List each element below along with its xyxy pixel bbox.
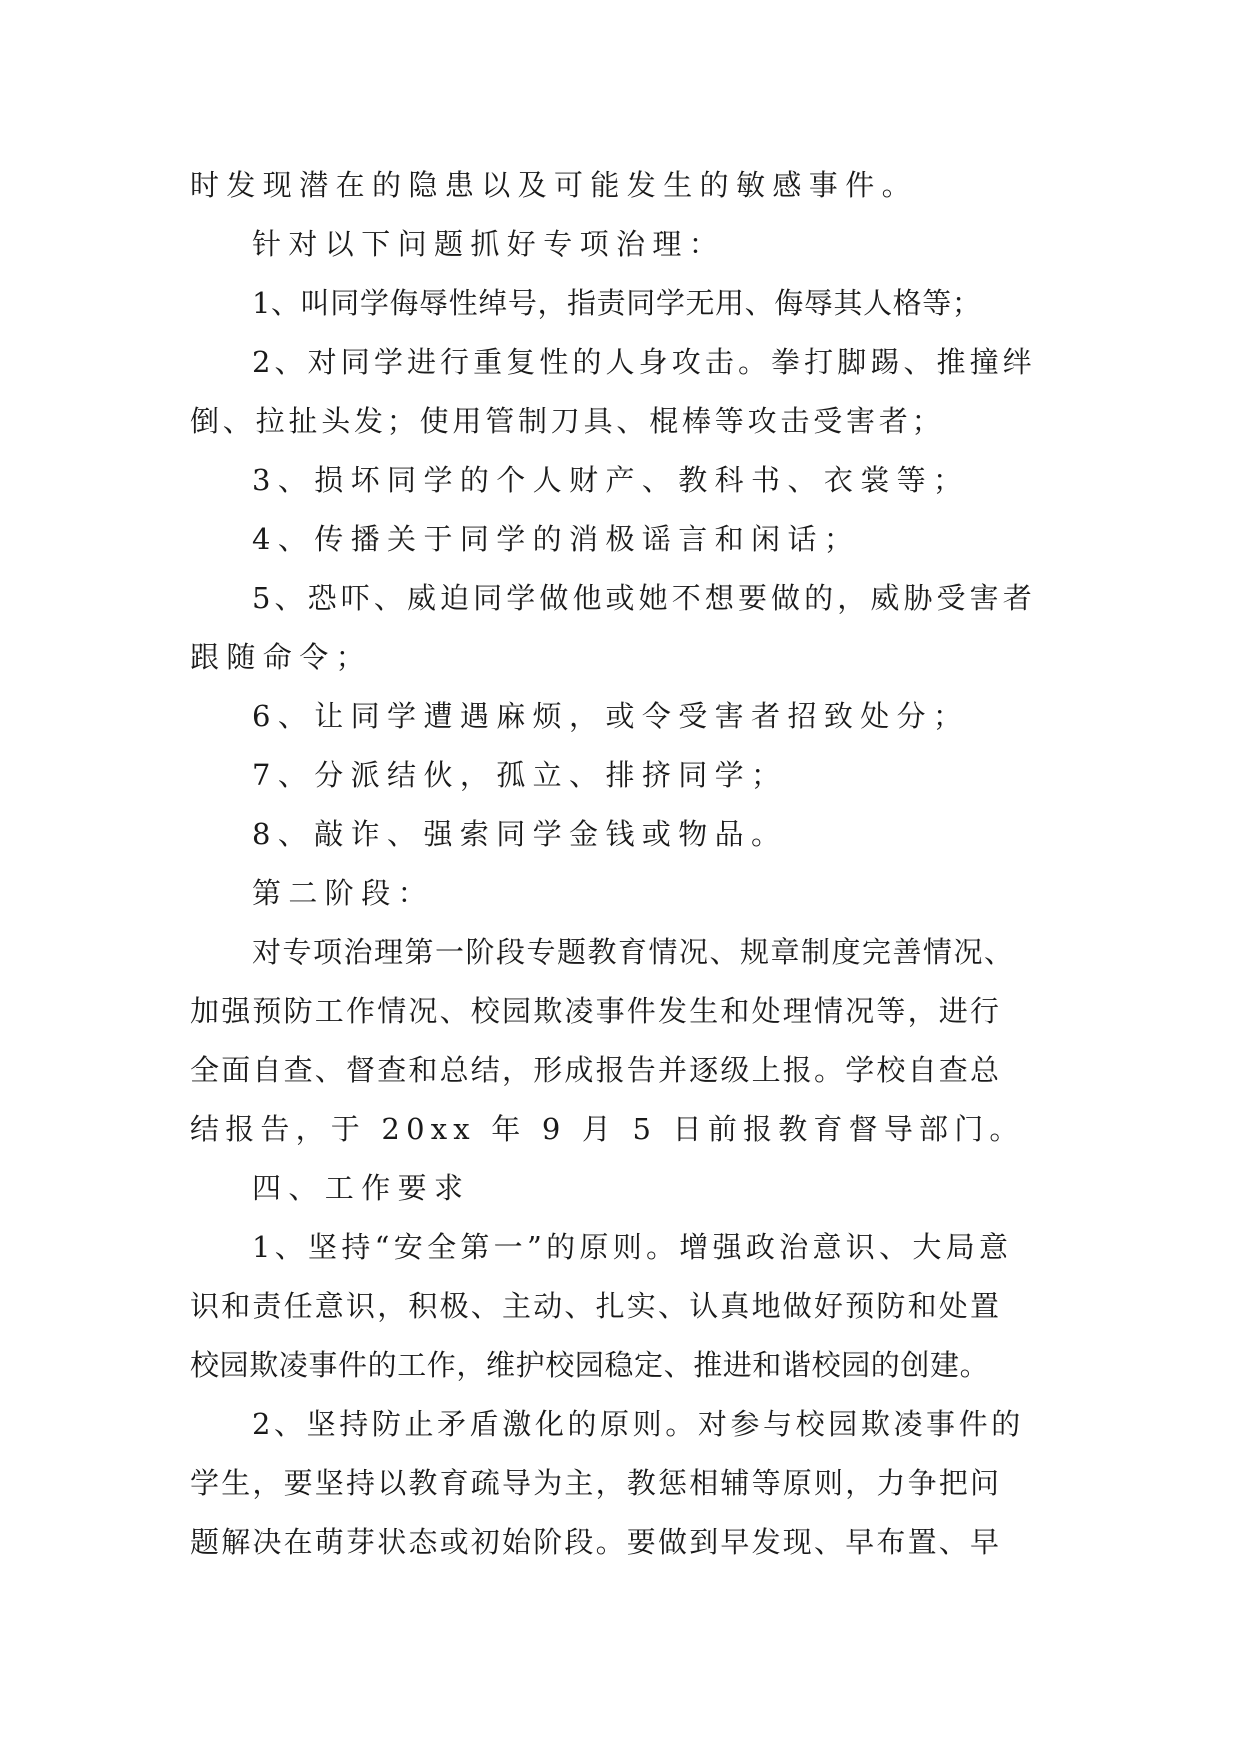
text-line: 全面自查、督查和总结，形成报告并逐级上报。学校自查总	[190, 1053, 1002, 1087]
text-line: 2、对同学进行重复性的人身攻击。拳打脚踢、推撞绊	[252, 345, 1036, 379]
text-line: 针对以下问题抓好专项治理：	[252, 227, 726, 261]
text-line: 学生，要坚持以教育疏导为主，教惩相辅等原则，力争把问	[190, 1466, 1002, 1500]
text-line: 4、传播关于同学的消极谣言和闲话；	[252, 522, 861, 556]
text-line: 四、工作要求	[252, 1171, 471, 1205]
text-line: 倒、拉扯头发；使用管制刀具、棍棒等攻击受害者；	[190, 404, 945, 438]
text-line: 5、恐吓、威迫同学做他或她不想要做的，威胁受害者	[252, 581, 1036, 615]
document-body	[190, 156, 1050, 1572]
text-line: 1、叫同学侮辱性绰号，指责同学无用、侮辱其人格等；	[252, 286, 982, 320]
text-line: 题解决在萌芽状态或初始阶段。要做到早发现、早布置、早	[190, 1525, 1002, 1559]
text-line: 8、敲诈、强索同学金钱或物品。	[252, 817, 788, 851]
text-line: 2、坚持防止矛盾激化的原则。对参与校园欺凌事件的	[252, 1407, 1024, 1441]
text-line: 6、让同学遭遇麻烦，或令受害者招致处分；	[252, 699, 970, 733]
text-line: 时发现潜在的隐患以及可能发生的敏感事件。	[190, 168, 919, 202]
text-line: 3、损坏同学的个人财产、教科书、衣裳等；	[252, 463, 970, 497]
text-line: 识和责任意识，积极、主动、扎实、认真地做好预防和处置	[190, 1289, 1002, 1323]
text-line: 7、分派结伙，孤立、排挤同学；	[252, 758, 788, 792]
text-line: 对专项治理第一阶段专题教育情况、规章制度完善情况、	[252, 935, 1015, 969]
text-line: 1、坚持“安全第一”的原则。增强政治意识、大局意	[252, 1230, 1013, 1264]
text-line: 结报告，于 20xx 年 9 月 5 日前报教育督导部门。	[190, 1112, 1025, 1146]
text-line: 跟随命令；	[190, 640, 373, 674]
text-line: 第二阶段：	[252, 876, 435, 910]
text-line: 校园欺凌事件的工作，维护校园稳定、推进和谐校园的创建。	[190, 1348, 990, 1382]
text-line: 加强预防工作情况、校园欺凌事件发生和处理情况等，进行	[190, 994, 1002, 1028]
